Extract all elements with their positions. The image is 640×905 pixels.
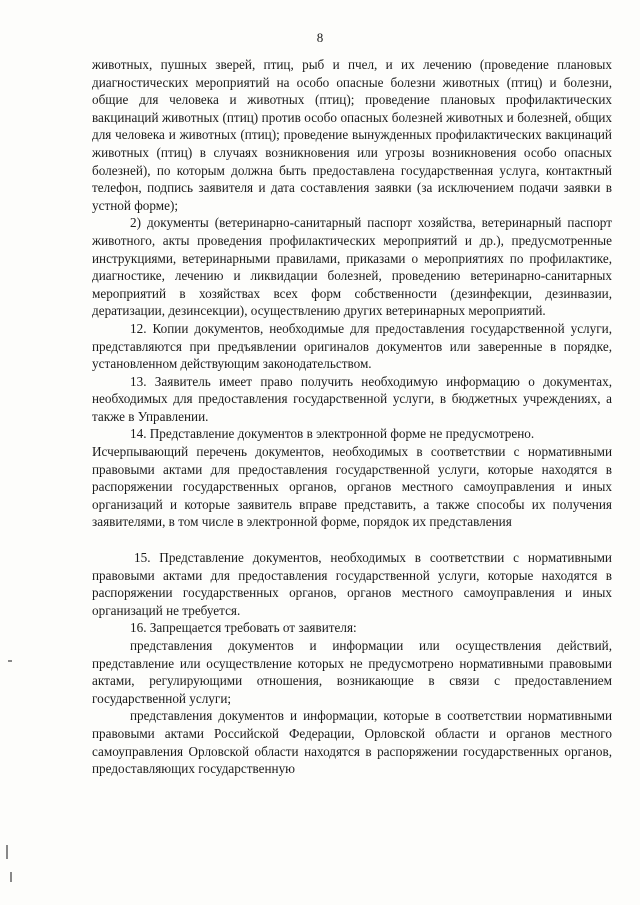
paragraph-item-2: 2) документы (ветеринарно-санитарный паспорт хозяйства, ветеринарный паспорт животного, акты проведения профилактических мероприятий и др.), предусмотренные инструкциями, ветеринарными правилами, приказами о мероприятиях по профилактике, диагностике, лечению и ликвидации болезней, проведению ветеринарно-санитарных мероприятий в хозяйствах всех форм собственности (дезинфекции, дезинвазии, дератизации, дезинсекции), осуществлению других ветеринарных мероприятий. [92, 215, 612, 319]
section-heading: Исчерпывающий перечень документов, необходимых в соответствии с нормативными правовыми актами для предоставления государственной услуги, которые находятся в распоряжении государственных органов, органов местного самоуправления и иных организаций и которые заявитель вправе представить, а также способы их получения заявителями, в том числе в электронной форме, порядок их представления [92, 444, 612, 530]
scan-mark [6, 845, 8, 859]
scan-mark [8, 660, 12, 662]
paragraph-14: 14. Представление документов в электронной форме не предусмотрено. [130, 426, 535, 442]
paragraph-15: 15. Представление документов, необходимых в соответствии с нормативными правовыми актами для предоставления государственной услуги, которые находятся в распоряжении государственных органов, органов местного самоуправления и иных организаций не требуется. [92, 550, 612, 618]
spacer [92, 531, 612, 549]
paragraph-16-item-a: представления документов и информации или осуществления действий, представление или осуществление которых не предусмотрено нормативными правовыми актами, регулирующими отношения, возникающие в связи с предоставлением государственной услуги; [92, 638, 612, 706]
paragraph-continuation: животных, пушных зверей, птиц, рыб и пчел, и их лечению (проведение плановых диагностических мероприятий на особо опасные болезни животных (птиц) и болезни, общие для человека и животных (птиц); проведение плановых профилактических вакцинаций животных (птиц) против особо опасных болезней животных и болезней, общих для человека и животных (птиц); проведение вынужденных профилактических вакцинаций животных (птиц) в случаях возникновения или угрозы возникновения особо опасных болезней), по которым должна быть предоставлена государственная услуга, контактный телефон, подпись заявителя и дата составления заявки (за исключением подачи заявки в устной форме); [92, 57, 612, 213]
page-number: 8 [316, 30, 324, 45]
paragraph-16: 16. Запрещается требовать от заявителя: [130, 620, 357, 636]
paragraph-16-item-b: представления документов и информации, которые в соответствии нормативными правовыми актами Российской Федерации, Орловской области и органов местного самоуправления Орловской области находятся в распоряжении государственных органов, предоставляющих государственную [92, 708, 612, 777]
document-body [92, 56, 612, 778]
paragraph-13: 13. Заявитель имеет право получить необходимую информацию о документах, необходимых для предоставления государственной услуги, в бюджетных учреждениях, а также в Управлении. [92, 373, 612, 424]
scan-mark [10, 872, 12, 882]
paragraph-12: 12. Копии документов, необходимые для предоставления государственной услуги, представляются при предъявлении оригиналов документов или заверенные в порядке, установленном действующим законодательством. [92, 320, 612, 372]
